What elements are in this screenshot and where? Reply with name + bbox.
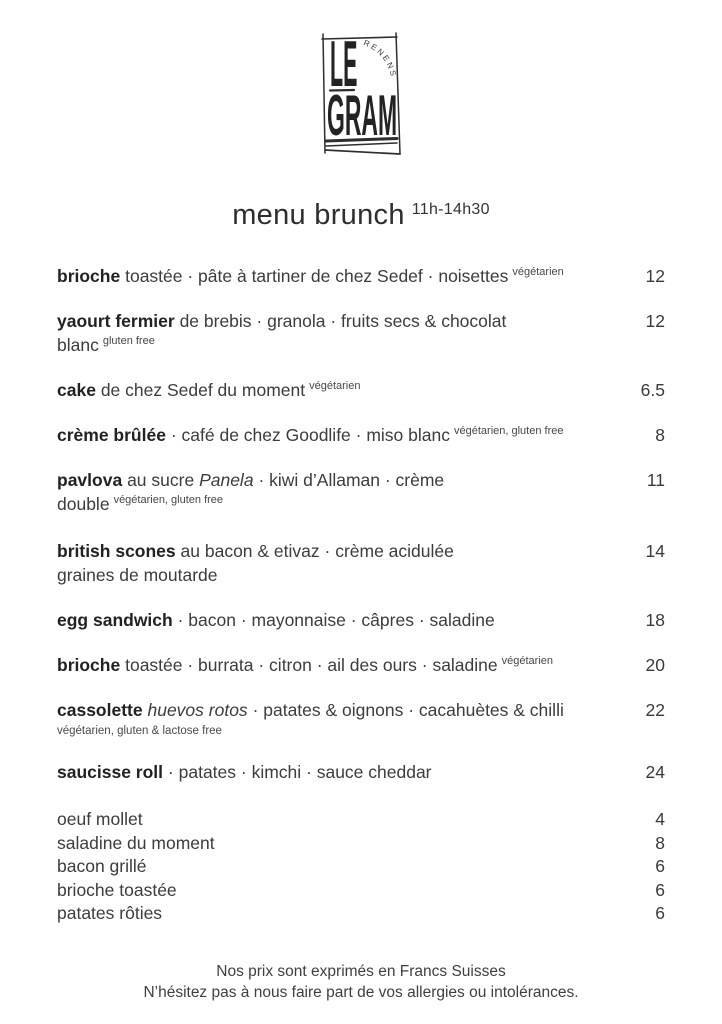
item-desc: au bacon & etivaz · crème acidulée	[180, 541, 454, 561]
item-diet: végétarien	[309, 380, 361, 393]
side-name: saladine du moment	[57, 832, 215, 853]
side-price: 6	[655, 903, 665, 923]
item-price: 18	[645, 610, 665, 630]
item-name: british scones	[57, 541, 176, 561]
side-name: brioche toastée	[57, 879, 177, 900]
side-row	[57, 832, 665, 856]
item-desc-italic: Panela	[199, 470, 254, 490]
item-price: 6.5	[640, 380, 665, 400]
item-name: crème brûlée	[57, 425, 166, 445]
side-name: patates rôties	[57, 903, 163, 923]
item-desc: de chez Sedef du moment	[100, 380, 306, 400]
item-name: cassolette	[57, 700, 143, 720]
item-diet-note: végétarien, gluten & lactose free	[57, 725, 222, 737]
item-name: saucisse roll	[57, 762, 164, 782]
item-text	[57, 309, 621, 357]
menu-item-row	[57, 653, 665, 677]
item-diet: végétarien	[512, 266, 564, 279]
item-diet: gluten free	[102, 335, 155, 348]
menu-item-row	[57, 539, 665, 587]
logo-word-le: LE	[330, 32, 358, 101]
item-text	[57, 264, 621, 288]
side-price: 8	[655, 832, 665, 853]
item-name: brioche	[57, 655, 121, 675]
side-name: bacon grillé	[57, 856, 147, 876]
item-desc: au sucre	[127, 470, 195, 490]
item-name: cake	[57, 380, 96, 400]
side-row	[57, 808, 665, 832]
item-name: pavlova	[57, 470, 123, 490]
item-desc: de brebis · granola · fruits secs & chocolat blanc	[57, 311, 507, 355]
logo-city-arc: RENENS	[362, 38, 399, 79]
menu-item-row	[57, 468, 665, 516]
le-gram-logo	[319, 32, 403, 160]
footer-line-allergies: N’hésitez pas à nous faire part de vos allergies ou intolérances.	[143, 984, 579, 1001]
item-text	[57, 760, 621, 784]
item-desc: · café de chez Goodlife · miso blanc	[170, 425, 450, 445]
item-text	[57, 608, 621, 632]
side-price: 6	[655, 856, 665, 876]
item-text	[57, 539, 621, 587]
logo-container	[0, 0, 722, 160]
side-row	[57, 855, 665, 879]
menu-item-row	[57, 760, 665, 784]
item-price: 24	[645, 762, 665, 782]
footer-note	[0, 961, 722, 1004]
menu-item-row	[57, 378, 665, 402]
item-text	[57, 378, 621, 402]
item-price: 8	[655, 425, 665, 445]
item-text	[57, 468, 621, 516]
item-desc-line2: graines de moutarde	[57, 565, 218, 585]
footer-line-currency: Nos prix sont exprimés en Francs Suisses	[216, 962, 506, 980]
item-desc: toastée · burrata · citron · ail des ours · saladine	[125, 655, 498, 675]
menu-list	[57, 264, 665, 784]
item-desc: · patates · kimchi · sauce cheddar	[167, 762, 432, 782]
side-row	[57, 902, 665, 926]
item-text	[57, 423, 621, 447]
item-name: yaourt fermier	[57, 311, 175, 331]
menu-item-row	[57, 264, 665, 288]
menu-title-block	[0, 198, 722, 237]
item-desc-italic: huevos rotos	[147, 700, 248, 720]
menu-item-row	[57, 608, 665, 632]
item-text	[57, 653, 621, 677]
item-desc: toastée · pâte à tartiner de chez Sedef · noisettes	[125, 266, 509, 286]
item-price: 22	[645, 700, 665, 720]
menu-title: menu brunch	[232, 199, 405, 231]
sides-list	[57, 808, 665, 926]
side-name: oeuf mollet	[57, 809, 143, 829]
item-price: 20	[645, 655, 665, 675]
item-diet: végétarien, gluten free	[454, 425, 564, 438]
item-diet: végétarien, gluten free	[113, 494, 224, 507]
side-row	[57, 879, 665, 903]
item-price: 11	[646, 470, 665, 490]
item-text	[57, 698, 621, 739]
side-price: 6	[655, 879, 665, 900]
side-price: 4	[655, 809, 665, 829]
item-desc: · kiwi d’Allaman · crème double	[57, 470, 445, 514]
item-desc: · patates & oignons · cacahuètes & chilli	[252, 700, 564, 720]
item-desc: · bacon · mayonnaise · câpres · saladine	[177, 610, 495, 630]
item-name: egg sandwich	[57, 610, 173, 630]
item-price: 14	[645, 541, 665, 561]
item-price: 12	[645, 311, 665, 331]
menu-item-row	[57, 309, 665, 357]
item-price: 12	[645, 266, 665, 286]
menu-item-row	[57, 423, 665, 447]
menu-hours: 11h-14h30	[411, 201, 490, 218]
item-diet: végétarien	[501, 655, 554, 668]
item-name: brioche	[57, 266, 121, 286]
menu-item-row	[57, 698, 665, 739]
logo-word-gram: GRAM	[327, 83, 398, 149]
